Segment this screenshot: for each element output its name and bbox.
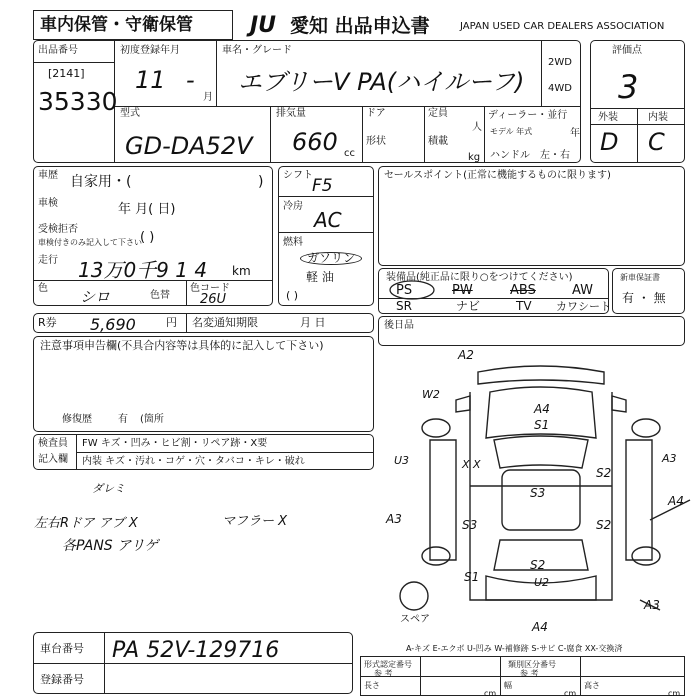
mileage-unit: km bbox=[232, 264, 251, 278]
history-close: ) bbox=[258, 174, 264, 190]
evaluation-score: 3 bbox=[618, 68, 639, 106]
car-name-value: エブリーV PA(ハイルーフ) bbox=[238, 68, 525, 96]
history-value: 自家用・( bbox=[70, 174, 132, 190]
equipment-label: 装備品(純正品に限り○をつけてください) bbox=[386, 272, 573, 283]
displacement-unit: cc bbox=[344, 148, 355, 159]
warranty-paren: ( ) bbox=[140, 230, 155, 245]
inspection-label: 車検 bbox=[38, 198, 58, 209]
exterior-label: 外装 bbox=[598, 112, 618, 123]
equip-sr: SR bbox=[396, 299, 412, 313]
equip-navi: ナビ bbox=[456, 299, 481, 313]
diagram-legend: A-キズ E-エクボ U-凹み W-補修跡 S-サビ C-腐食 XX-交換済 bbox=[406, 644, 623, 653]
interior-label: 内装 bbox=[648, 112, 668, 123]
color-value: シロ bbox=[80, 288, 111, 306]
equip-aw: AW bbox=[572, 283, 594, 298]
mark-a3-left: A3 bbox=[386, 512, 402, 526]
drive-2wd: 2WD bbox=[548, 57, 572, 68]
inspector-row-2: 内装 キズ・汚れ・コゲ・穴・タバコ・キレ・破れ bbox=[82, 456, 305, 467]
shape-label: 形状 bbox=[366, 136, 386, 147]
registration-month: - bbox=[186, 66, 195, 94]
plate-label: 登録番号 bbox=[40, 673, 84, 686]
interior-grade: C bbox=[648, 128, 665, 156]
dealer-label: ディーラー・並行 bbox=[488, 110, 568, 121]
mileage-label: 走行 bbox=[38, 255, 58, 266]
ju-logo: JU bbox=[250, 13, 277, 38]
mark-s1-left: S1 bbox=[464, 570, 480, 584]
equip-pw: PW bbox=[452, 283, 473, 298]
mark-a4-top: A4 bbox=[534, 402, 550, 416]
registration-label: 初度登録年月 bbox=[120, 45, 180, 56]
mark-u3: U3 bbox=[394, 454, 410, 467]
drive-4wd: 4WD bbox=[548, 83, 572, 94]
capacity-unit: 人 bbox=[472, 122, 482, 133]
inspector-row-1: FW キズ・凹み・ヒビ割・リペア跡・X要 bbox=[82, 438, 268, 449]
warranty-card-label: 新車保証書 bbox=[620, 273, 660, 282]
tax-unit: 円 bbox=[166, 316, 177, 329]
mark-s2-center: S2 bbox=[530, 558, 546, 572]
load-label: 積載 bbox=[428, 136, 448, 147]
width-label: 幅 bbox=[504, 681, 512, 690]
model-label: 型式 bbox=[120, 108, 140, 119]
mark-u2: U2 bbox=[534, 576, 550, 589]
ref-label-2: 参 考 bbox=[520, 669, 539, 678]
mark-a3-bottom: A3 bbox=[644, 598, 660, 612]
mark-s3-left: S3 bbox=[462, 518, 478, 532]
handle-options: 左・右 bbox=[540, 150, 570, 161]
shift-value: F5 bbox=[312, 176, 333, 196]
width-unit: cm bbox=[564, 689, 577, 698]
repair-value: 有 bbox=[118, 414, 128, 425]
capacity-label: 定員 bbox=[428, 108, 448, 119]
load-unit: kg bbox=[468, 152, 481, 163]
fuel-diesel: 軽 油 bbox=[306, 270, 334, 284]
tax-value: 5,690 bbox=[90, 315, 136, 334]
height-unit: cm bbox=[668, 689, 681, 698]
deadline-value: 月 日 bbox=[300, 316, 326, 329]
door-label: ドア bbox=[366, 108, 386, 119]
inspection-value: 年 月( 日) bbox=[118, 202, 176, 217]
form-title: 愛知 出品申込書 bbox=[290, 15, 430, 37]
chassis-label: 車台番号 bbox=[40, 642, 84, 655]
registration-month-unit: 月 bbox=[203, 92, 213, 103]
equip-abs: ABS bbox=[510, 283, 536, 298]
mark-a3-right: A3 bbox=[662, 452, 677, 465]
fuel-value: ガソリン bbox=[300, 252, 362, 265]
mark-s3-center: S3 bbox=[530, 486, 546, 500]
mark-a4-right: A4 bbox=[668, 494, 684, 508]
mark-w2: W2 bbox=[422, 388, 440, 401]
length-unit: cm bbox=[484, 689, 497, 698]
shift-label: シフト bbox=[283, 170, 313, 181]
evaluation-label: 評価点 bbox=[612, 45, 642, 56]
mark-s1-top: S1 bbox=[534, 418, 550, 432]
repair-spot: (箇所 bbox=[140, 414, 164, 425]
color-swap-label: 色替 bbox=[150, 290, 170, 301]
lot-bracket: [2141] bbox=[48, 67, 85, 80]
note-3: マフラー X bbox=[222, 514, 288, 529]
color-code-value: 26U bbox=[200, 292, 227, 307]
mileage-value: 13万0千9 1 4 bbox=[78, 258, 208, 282]
lot-label: 出品番号 bbox=[38, 45, 78, 56]
length-label: 長さ bbox=[364, 681, 380, 690]
warranty-label: 受検拒否 bbox=[38, 224, 78, 235]
warranty-card-value: 有 ・ 無 bbox=[622, 291, 666, 305]
model-year-unit: 年 bbox=[570, 128, 580, 139]
fuel-label: 燃料 bbox=[283, 237, 303, 248]
deadline-label: 名変通知期限 bbox=[192, 316, 258, 329]
tax-label: R券 bbox=[38, 316, 57, 329]
sales-point-label: セールスポイント(正常に機能するものに限ります) bbox=[384, 170, 611, 181]
model-year-label: モデル 年式 bbox=[490, 127, 533, 136]
displacement-label: 排気量 bbox=[276, 108, 306, 119]
class-label: 類別区分番号 bbox=[508, 660, 556, 669]
height-label: 高さ bbox=[584, 681, 600, 690]
mark-s2-right-low: S2 bbox=[596, 518, 612, 532]
exterior-grade: D bbox=[600, 128, 619, 156]
note-1: ダレミ bbox=[92, 482, 125, 495]
association-name: JAPAN USED CAR DEALERS ASSOCIATION bbox=[460, 21, 665, 32]
equip-ps: PS bbox=[396, 283, 413, 298]
notes-label: 注意事項申告欄(不具合内容等は具体的に記入して下さい) bbox=[40, 339, 324, 352]
color-code-label: 色コード bbox=[190, 283, 230, 294]
form-label: 形式認定番号 bbox=[364, 660, 412, 669]
note-4: 各PANS アリゲ bbox=[62, 538, 159, 554]
inspector-label-2: 記入欄 bbox=[38, 454, 68, 465]
mark-a4-bottom: A4 bbox=[532, 620, 548, 634]
chassis-value: PA 52V-129716 bbox=[112, 638, 280, 663]
repair-label: 修復歴 bbox=[62, 414, 92, 425]
note-2: 左右Rドア アブ X bbox=[34, 516, 138, 531]
ac-value: AC bbox=[314, 208, 342, 232]
color-label: 色 bbox=[38, 283, 48, 294]
lot-number: 35330 bbox=[38, 87, 118, 116]
displacement-value: 660 bbox=[292, 128, 338, 156]
warranty-sub: 車検付きのみ記入して下さい bbox=[38, 238, 142, 247]
model-value: GD-DA52V bbox=[125, 132, 253, 160]
mark-s2-right: S2 bbox=[596, 466, 612, 480]
mark-a2: A2 bbox=[458, 348, 474, 362]
after-items-label: 後日品 bbox=[384, 320, 414, 331]
car-name-label: 車名・グレード bbox=[222, 45, 292, 56]
history-label: 車歴 bbox=[38, 170, 58, 181]
mark-xx: X X bbox=[462, 458, 481, 471]
corner-label: 車内保管・守衛保管 bbox=[40, 15, 193, 35]
fuel-paren: ( ) bbox=[286, 289, 299, 302]
spare-label: スペア bbox=[400, 614, 430, 625]
inspector-label-1: 検査員 bbox=[38, 438, 68, 449]
equip-seat: カワシート bbox=[556, 300, 611, 313]
ref-label-1: 参 考 bbox=[374, 669, 393, 678]
equip-tv: TV bbox=[516, 299, 532, 313]
registration-year: 11 bbox=[135, 66, 166, 94]
ac-label: 冷房 bbox=[283, 201, 303, 212]
handle-label: ハンドル bbox=[490, 150, 530, 161]
